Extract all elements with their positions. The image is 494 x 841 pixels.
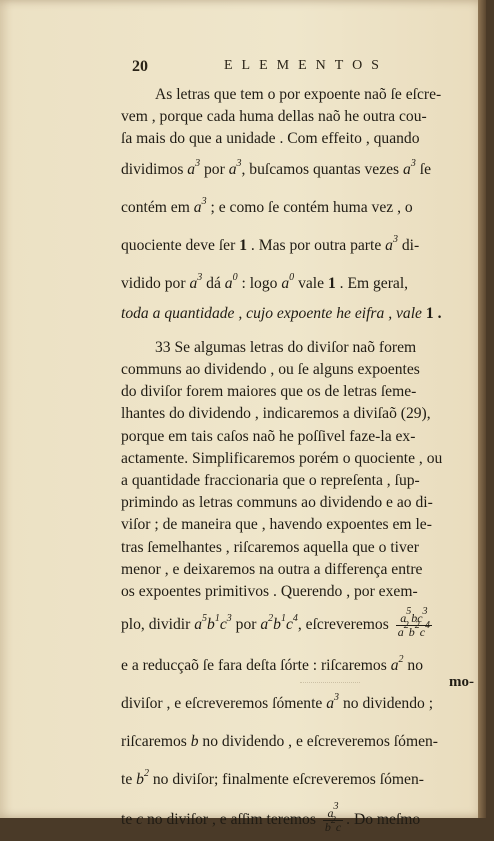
text-run: vale bbox=[298, 274, 325, 292]
paragraph-1-line-7 bbox=[121, 265, 481, 303]
paragraph-2-line-1: 33 Se algumas letras do diviſor naõ forem bbox=[155, 338, 417, 356]
paragraph-1-line-1: As letras que tem o por expoente naõ ſe eſcre- bbox=[155, 86, 442, 103]
math-a3: $a^3$ bbox=[385, 233, 398, 254]
math-b: b bbox=[190, 733, 199, 751]
paragraph-2-line-16 bbox=[121, 723, 481, 761]
paragraph-2-line-5: porque em tais caſos naõ he poſſivel faze-la ex- bbox=[121, 427, 416, 445]
fraction-a3-over-b-c: $\frac{a^3}{b^2c}$ bbox=[324, 801, 342, 835]
text-run: no dividendo ; bbox=[342, 695, 434, 713]
text-run: por bbox=[204, 160, 225, 178]
paragraph-2-line-10: tras ſemelhantes , riſcaremos aquella que o tiver bbox=[121, 538, 419, 556]
text-run: ſe bbox=[419, 160, 431, 178]
paragraph-1-line-2: vem , porque cada huma dellas naõ he outra cou- bbox=[121, 108, 427, 126]
text-run: . Em geral, bbox=[339, 274, 409, 292]
paragraph-2-line-6: actamente. Simplificaremos porém o quociente , ou bbox=[121, 449, 443, 467]
text-run: di- bbox=[401, 236, 420, 254]
math-a3: $a^3$ bbox=[228, 157, 242, 178]
math-a2: $a^2$ bbox=[390, 654, 404, 675]
paragraph-1-line-6 bbox=[121, 227, 481, 265]
text-run: te bbox=[121, 771, 133, 789]
text-run: . Mas por outra parte bbox=[250, 236, 382, 254]
text-run: no diviſor; finalmente eſcreveremos ſómen- bbox=[152, 771, 424, 789]
text-run: te bbox=[121, 811, 133, 829]
running-title: ELEMENTOS bbox=[224, 58, 388, 73]
paragraph-1-line-3: ſa mais do que a unidade . Com effeito , quando bbox=[121, 130, 420, 148]
math-a3: $a^3$ bbox=[187, 157, 201, 178]
math-a0: $a^0$ bbox=[281, 271, 295, 292]
paragraph-2-line-18 bbox=[121, 799, 481, 841]
text-run: dá bbox=[206, 274, 221, 292]
math-b2: $b^2$ bbox=[136, 768, 149, 789]
paragraph-2-line-8: primindo as letras communs ao dividendo e ao di- bbox=[121, 494, 433, 512]
italic-rule: toda a quantidade , cujo expoente he eifra , vale bbox=[121, 304, 422, 322]
text-run: no dividendo , e eſcreveremos ſómen- bbox=[202, 733, 438, 751]
page-number: 20 bbox=[132, 58, 148, 75]
text-run: diviſor , e eſcreveremos ſómente bbox=[121, 695, 323, 713]
text-run: no bbox=[407, 657, 424, 675]
paragraph-2-line-2: communs ao dividendo , ou ſe alguns expoentes bbox=[121, 361, 420, 379]
math-a3: $a^3$ bbox=[326, 692, 340, 713]
text-run: por bbox=[235, 616, 257, 634]
text-run: no diviſor , e aſſim teremos bbox=[147, 811, 316, 829]
math-c: c bbox=[136, 811, 144, 829]
numeral-one: 1 bbox=[327, 274, 336, 292]
text-run: quociente deve ſer bbox=[121, 236, 236, 254]
text-run: vidido por bbox=[121, 274, 186, 292]
numeral-one: 1 . bbox=[425, 304, 442, 322]
paragraph-2-line-17 bbox=[121, 761, 481, 799]
math-a3: $a^3$ bbox=[403, 157, 416, 178]
paragraph-1-line-4 bbox=[121, 151, 481, 189]
math-a3: $a^3$ bbox=[189, 271, 203, 292]
text-run: e a reducçaõ ſe fara deſta ſórte : riſcaremos bbox=[121, 657, 387, 675]
text-run: plo, dividir bbox=[121, 616, 191, 634]
text-run: dividimos bbox=[121, 160, 184, 178]
page-header bbox=[132, 58, 478, 78]
paragraph-2-line-9: viſor ; de maneira que , havendo expoentes em le- bbox=[121, 516, 432, 534]
text-run: ; e como ſe contém huma vez , o bbox=[210, 198, 413, 216]
paragraph-2-line-7: a quantidade fraccionaria que o repreſenta , ſup- bbox=[121, 472, 420, 490]
paragraph-2-line-12: os expoentes primitivos . Querendo , por exem- bbox=[121, 583, 418, 601]
paragraph-1-line-5 bbox=[121, 189, 481, 227]
catchword: mo- bbox=[449, 674, 474, 690]
fraction-a5bc3-over-a2b2c4: $\frac{a^5bc^3}{a^2b^2c^4}$ bbox=[397, 606, 431, 640]
text-run: , eſcreveremos bbox=[297, 616, 389, 634]
text-run: riſcaremos bbox=[121, 733, 187, 751]
numeral-one: 1 bbox=[239, 236, 247, 254]
body-text bbox=[121, 84, 481, 841]
text-run: contém em bbox=[121, 198, 190, 216]
paragraph-2-line-11: menor , e deixaremos na outra a differença entre bbox=[121, 560, 423, 578]
math-a3: $a^3$ bbox=[193, 195, 207, 216]
math-a0: $a^0$ bbox=[224, 271, 238, 292]
math-a2b1c4: $a^2b^1c^4$ bbox=[260, 613, 298, 634]
paragraph-2-line-3: do diviſor forem maiores que os de letras ſeme- bbox=[121, 383, 417, 401]
text-run: : logo bbox=[241, 274, 278, 292]
bleed-through-marks bbox=[300, 682, 360, 697]
math-a5b1c3: $a^5b^1c^3$ bbox=[194, 613, 232, 634]
text-run: , buſcamos quantas vezes bbox=[241, 160, 400, 178]
paragraph-1-line-8 bbox=[121, 303, 481, 325]
paragraph-2-line-14 bbox=[121, 647, 481, 685]
paragraph-2-line-4: lhantes do dividendo , indicaremos a diviſaõ (29), bbox=[121, 405, 431, 423]
paragraph-2-line-13 bbox=[121, 603, 481, 647]
text-run: . Do meſmo bbox=[346, 811, 421, 829]
